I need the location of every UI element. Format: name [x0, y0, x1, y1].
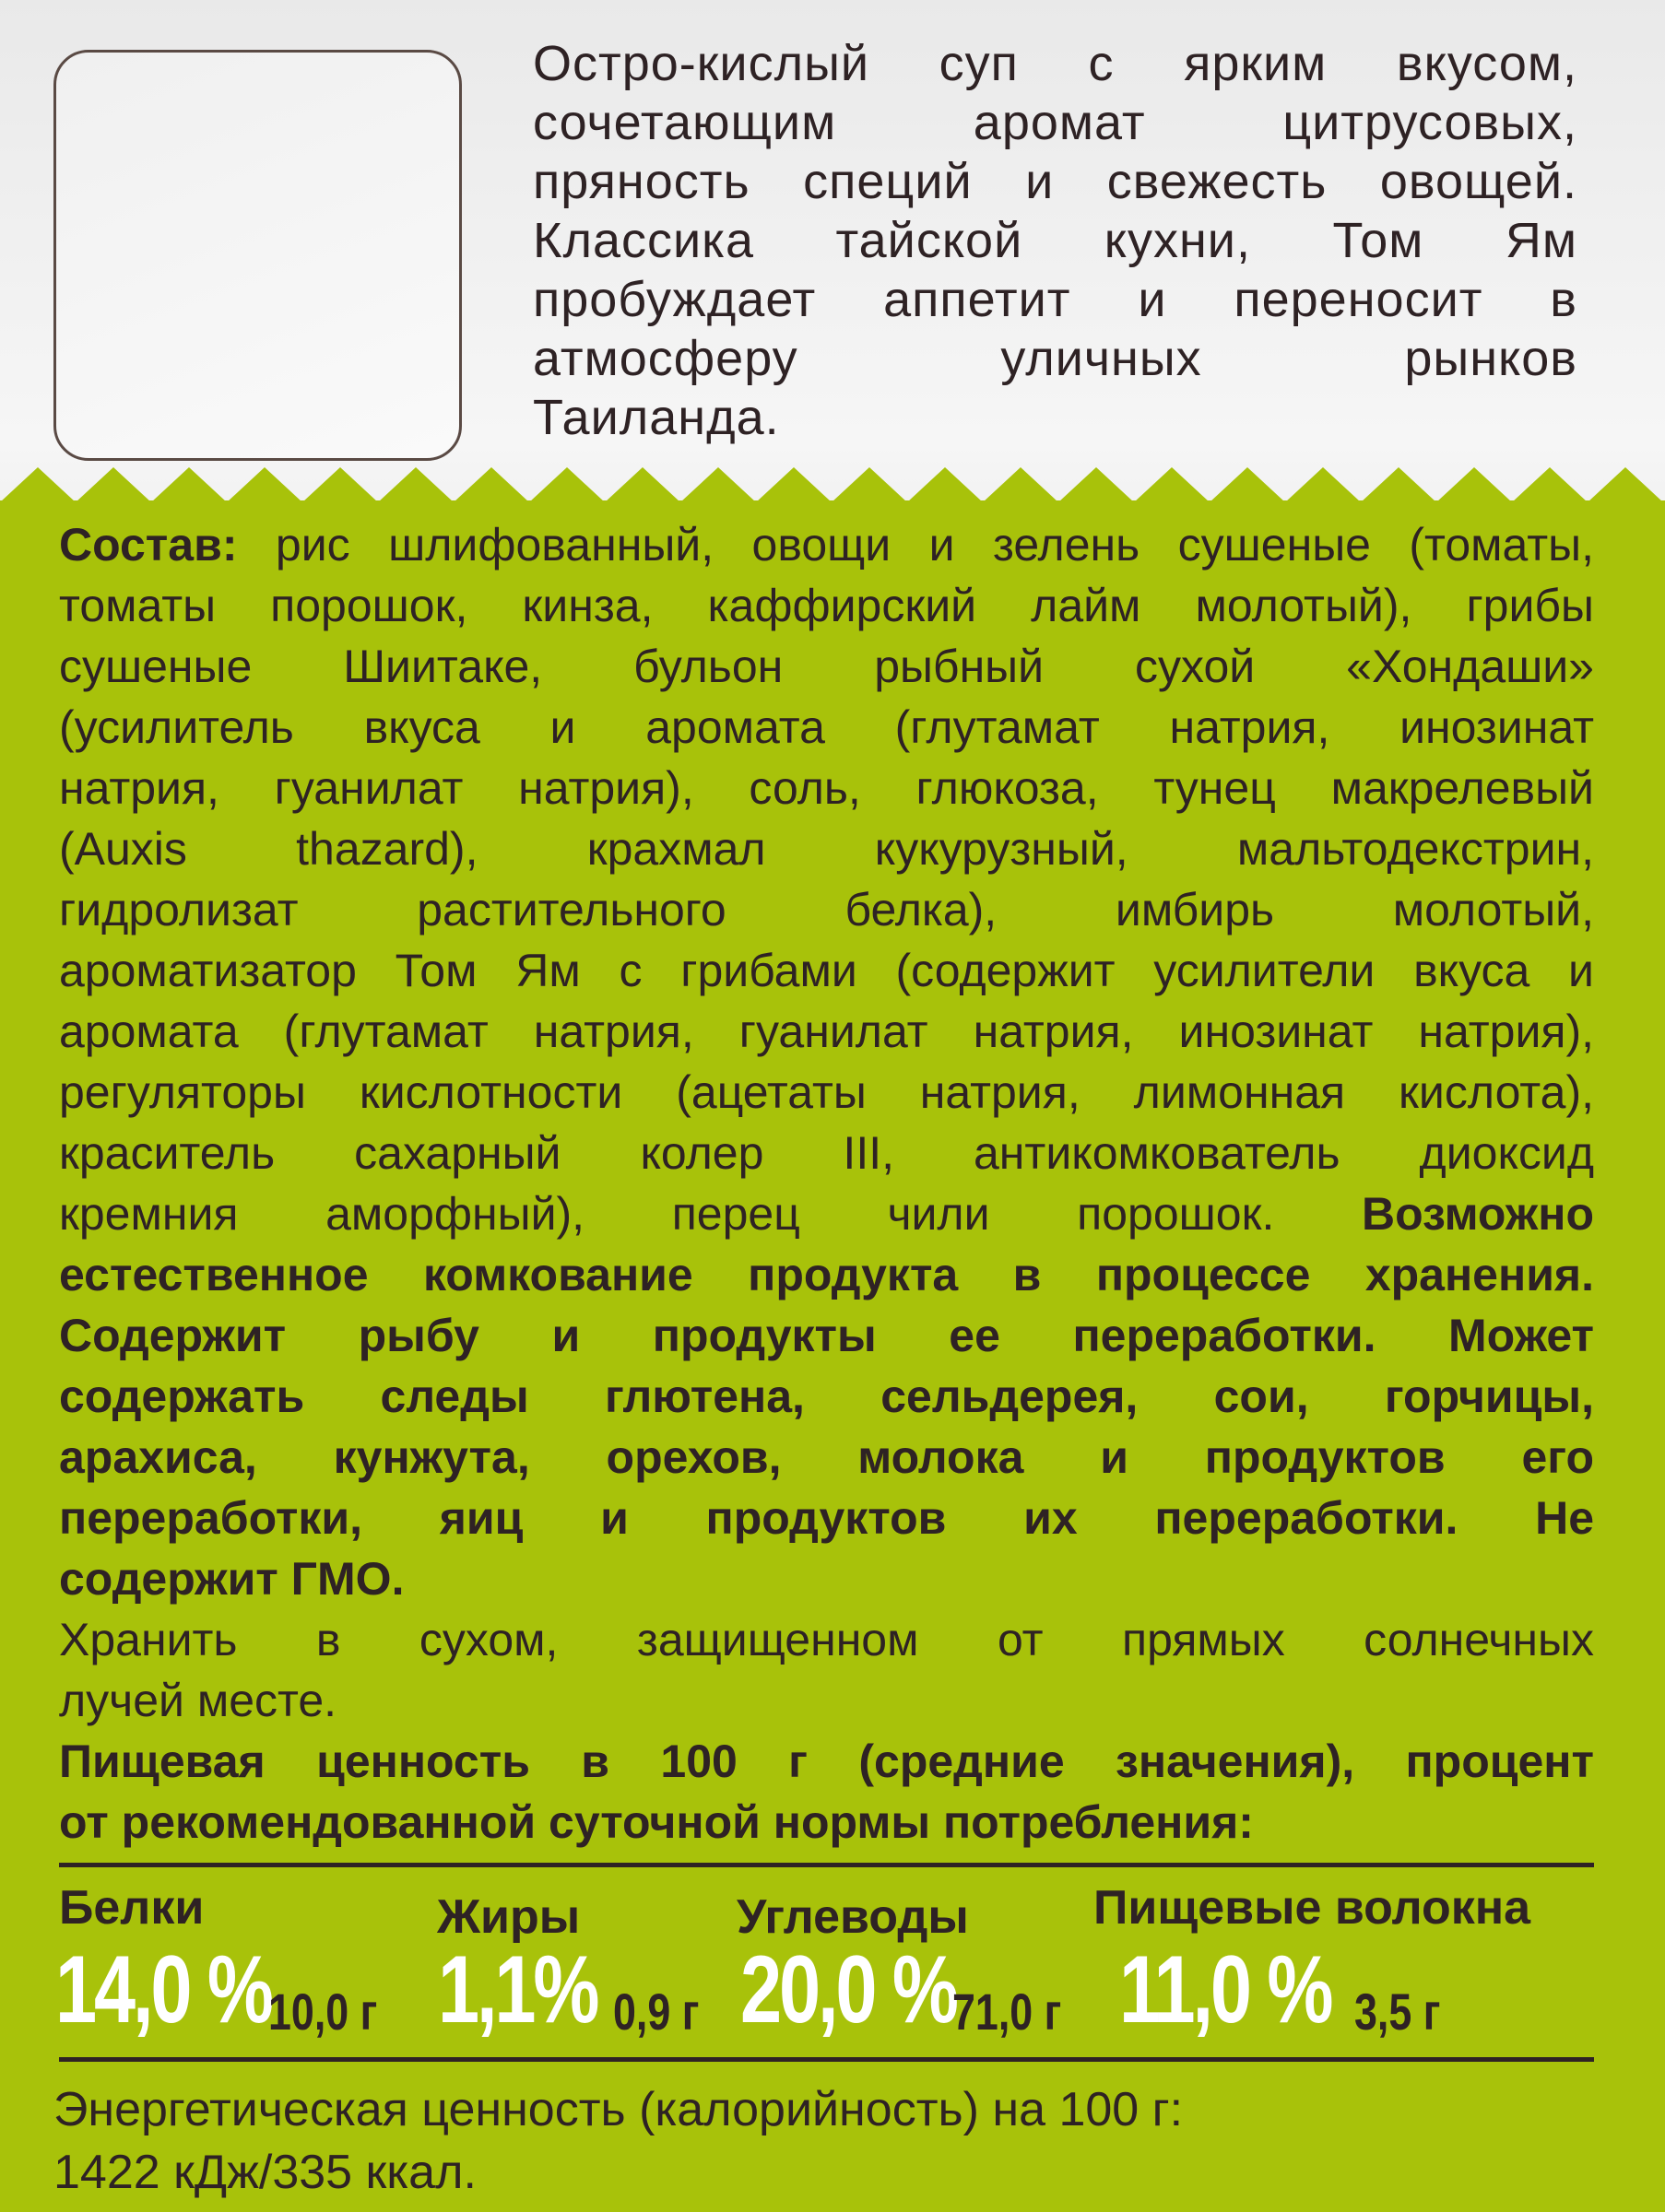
- product-image-frame: [53, 50, 462, 461]
- composition-line: [59, 1305, 1594, 1366]
- text: кремния аморфный), перец чили порошок.: [59, 1188, 1362, 1240]
- text: лучей месте.: [59, 1675, 337, 1726]
- composition-line: [59, 1670, 1594, 1731]
- composition-line: [59, 1488, 1594, 1548]
- text: рис шлифованный, овощи и зелень сушеные (томаты,: [237, 519, 1594, 571]
- composition-line: [59, 1609, 1594, 1670]
- composition-line: [59, 1427, 1594, 1488]
- bold-text: естественное комкование продукта в процессе хранения.: [59, 1249, 1594, 1300]
- fiber-percent: 11,0 %: [1119, 1936, 1331, 2043]
- composition-line: [59, 575, 1594, 636]
- text: аромата (глутамат натрия, гуанилат натрия, инозинат натрия),: [59, 1006, 1594, 1057]
- composition-line: [59, 1244, 1594, 1305]
- bold-text: Состав:: [59, 519, 238, 571]
- composition-line: [59, 1001, 1594, 1062]
- text: сушеные Шиитаке, бульон рыбный сухой «Хондаши»: [59, 641, 1594, 692]
- divider-bottom: [59, 2057, 1594, 2062]
- text: ароматизатор Том Ям с грибами (содержит усилители вкуса и: [59, 945, 1594, 996]
- composition-line: [59, 697, 1594, 758]
- energy-amount: 1422 кДж/335 ккал.: [53, 2146, 477, 2199]
- composition-line: [59, 1548, 1594, 1609]
- composition-line: [59, 514, 1594, 575]
- text: гидролизат растительного белка), имбирь молотый,: [59, 884, 1594, 935]
- nutrient-label-carbs: Углеводы: [737, 1890, 969, 1944]
- composition-line: [59, 940, 1594, 1001]
- composition-line: [59, 1792, 1594, 1853]
- nutrient-label-fat: Жиры: [437, 1890, 581, 1944]
- text: (усилитель вкуса и аромата (глутамат натрия, инозинат: [59, 701, 1594, 753]
- bold-text: Содержит рыбу и продукты ее переработки. Может: [59, 1310, 1594, 1361]
- composition-line: [59, 1183, 1594, 1244]
- text: томаты порошок, кинза, каффирский лайм молотый), грибы: [59, 580, 1594, 631]
- description-line: Остро-кислый суп с ярким вкусом,: [533, 36, 1577, 91]
- energy-label: Энергетическая ценность (калорийность) на 100 г:: [53, 2083, 1184, 2136]
- energy-value: [53, 2078, 1183, 2204]
- fat-grams: 0,9 г: [613, 1983, 700, 2041]
- bold-text: Пищевая ценность в 100 г (средние значения), процент: [59, 1735, 1594, 1787]
- description-line: сочетающим аромат цитрусовых,: [533, 95, 1577, 150]
- composition-line: [59, 1062, 1594, 1123]
- composition-line: [59, 758, 1594, 818]
- composition-line: [59, 1366, 1594, 1427]
- fat-percent: 1,1%: [438, 1936, 597, 2043]
- bold-text: Возможно: [1361, 1188, 1594, 1240]
- composition-line: [59, 636, 1594, 697]
- bold-text: арахиса, кунжута, орехов, молока и продуктов его: [59, 1431, 1594, 1483]
- composition-line: [59, 1123, 1594, 1183]
- composition-text: [59, 514, 1594, 1853]
- composition-line: [59, 818, 1594, 879]
- nutrient-label-fiber: Пищевые волокна: [1093, 1881, 1531, 1935]
- description-line: Классика тайской кухни, Том Ям: [533, 213, 1577, 268]
- description-line: пробуждает аппетит и переносит в: [533, 272, 1577, 327]
- protein-grams: 10,0 г: [268, 1983, 378, 2041]
- composition-line: [59, 879, 1594, 940]
- text: Хранить в сухом, защищенном от прямых солнечных: [59, 1614, 1594, 1665]
- fiber-grams: 3,5 г: [1354, 1983, 1441, 2041]
- description-line: пряность специй и свежесть овощей.: [533, 154, 1577, 209]
- nutrient-label-protein: Белки: [59, 1881, 205, 1935]
- bold-text: содержать следы глютена, сельдерея, сои, горчицы,: [59, 1371, 1594, 1422]
- carbs-grams: 71,0 г: [952, 1983, 1062, 2041]
- text: регуляторы кислотности (ацетаты натрия, лимонная кислота),: [59, 1066, 1594, 1118]
- bold-text: переработки, яиц и продуктов их переработки. Не: [59, 1492, 1594, 1544]
- description-line: Таиланда.: [533, 390, 780, 445]
- carbs-percent: 20,0 %: [740, 1936, 956, 2043]
- text: краситель сахарный колер III, антикомкователь диоксид: [59, 1127, 1594, 1179]
- text: натрия, гуанилат натрия), соль, глюкоза, тунец макрелевый: [59, 762, 1594, 814]
- bold-text: содержит ГМО.: [59, 1553, 405, 1605]
- divider-top: [59, 1863, 1594, 1867]
- product-description: [533, 34, 1577, 447]
- protein-percent: 14,0 %: [55, 1936, 271, 2043]
- composition-line: [59, 1731, 1594, 1792]
- bold-text: от рекомендованной суточной нормы потребления:: [59, 1796, 1254, 1848]
- text: (Auxis thazard), крахмал кукурузный, мальтодекстрин,: [59, 823, 1594, 875]
- description-line: атмосферу уличных рынков: [533, 331, 1577, 386]
